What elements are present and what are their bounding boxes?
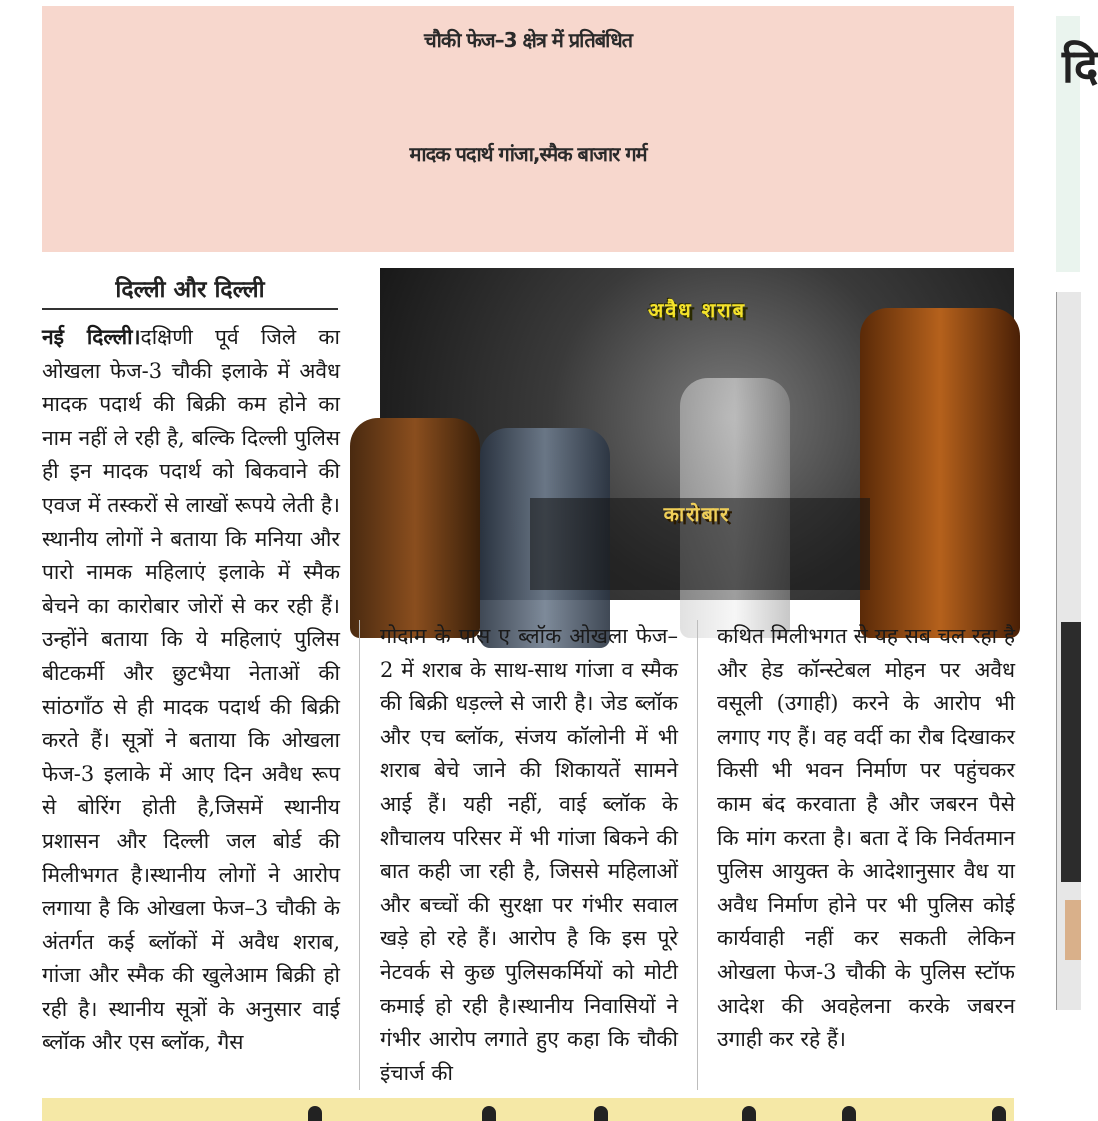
adjacent-article-glyph: दि [1062, 39, 1098, 93]
byline: दिल्ली और दिल्ली [115, 277, 265, 303]
next-headline-strip [42, 1098, 1014, 1121]
article-column-2-text: गोदाम के पास ए ब्लॉक ओखला फेज–2 में शराब के साथ-साथ गांजा व स्मैक की बिक्री धड़ल्ले से जारी है। जेड ब्लॉक और एच ब्लॉक, संजय कॉलोनी में भी शराब बेचे जाने की शिकायतें सामने आई हैं। यही नहीं, वाई ब्लॉक के शौचालय परिसर में भी गांजा बिकने की बात कही जा रही है, जिससे महिलाओं और बच्चों की सुरक्षा पर गंभीर सवाल खड़े हो रहे हैं। आरोप है कि इस पूरे नेटवर्क से कुछ पुलिसकर्मियों को मोटी कमाई हो रही है।स्थानीय निवासियों ने गंभीर आरोप लगाते हुए कहा कि चौकी इंचार्ज की [380, 624, 678, 1085]
article-column-2 [380, 620, 678, 1090]
article-column-3-text: कथित मिलीभगत से यह सब चल रहा है और हेड कॉन्स्टेबल मोहन पर अवैध वसूली (उगाही) करने के आरोप भी लगाए गए हैं। वह वर्दी का रौब दिखाकर किसी भी भवन निर्माण पर पहुंचकर काम बंद करवाता है और जबरन पैसे कि मांग करता है। बता दें कि निर्वतमान पुलिस आयुक्त के आदेशानुसार वैध या अवैध निर्माण होने पर भी पुलिस कोई कार्यवाही नहीं कर सकती लेकिन ओखला फेज-3 चौकी के पुलिस स्टॉफ आदेश की अवहेलना करके जबरन उगाही कर रहे हैं। [717, 624, 1015, 1052]
byline-rule [42, 308, 338, 310]
article-column-1-text: दक्षिणी पूर्व जिले का ओखला फेज-3 चौकी इलाके में अवैध मादक पदार्थ की बिक्री कम होने का नाम नहीं ले रही है, बल्कि दिल्ली पुलिस ही इन मादक पदार्थ को बिकवाने की एवज में तस्करों से लाखों रूपये लेती है। स्थानीय लोगों ने बताया कि मनिया और पारो नामक महिलाएं इलाके में स्मैक बेचने का कारोबार जोरों से कर रही हैं। उन्होंने बताया कि ये महिलाएं पुलिस बीटकर्मी और छुटभैया नेताओं की सांठगाँठ से ही मादक पदार्थ की बिक्री करते हैं। सूत्रों ने बताया कि ओखला फेज-3 इलाके में आए दिन अवैध रूप से बोरिंग होती है,जिसमें स्थानीय प्रशासन और दिल्ली जल बोर्ड की मिलीभगत है।स्थानीय लोगों ने आरोप लगाया है कि ओखला फेज–3 चौकी के अंतर्गत कई ब्लॉकों में अवैध शराब, गांजा और स्मैक की खुलेआम बिक्री हो रही है। स्थानीय सूत्रों के अनुसार वाई ब्लॉक और एस ब्लॉक, गैस [42, 325, 340, 1055]
photo-figure-skin [1065, 900, 1081, 960]
cropped-glyph [742, 1106, 756, 1121]
adjacent-article-strip [1056, 16, 1098, 272]
cropped-glyph [482, 1106, 496, 1121]
cropped-glyph [992, 1106, 1006, 1121]
headline-box [42, 6, 1014, 252]
headline-line-1: चौकी फेज–3 क्षेत्र में प्रतिबंधित [423, 28, 633, 52]
photo-figure-dark [1061, 622, 1081, 882]
illegal-liquor-image [380, 268, 1014, 600]
adjacent-article-photo [1056, 292, 1081, 1010]
bottle-graphic [350, 418, 480, 638]
image-subtitle: कारोबार [663, 502, 731, 526]
cropped-glyph [308, 1106, 322, 1121]
article-column-1 [42, 320, 340, 1060]
headline-line-2: मादक पदार्थ गांजा,स्मैक बाजार गर्म [409, 142, 647, 166]
cropped-glyph [594, 1106, 608, 1121]
article-column-3 [717, 620, 1015, 1057]
image-title: अवैध शराब [647, 298, 747, 322]
column-divider [697, 620, 698, 1090]
bottle-graphic [860, 308, 1020, 638]
cropped-glyph [842, 1106, 856, 1121]
column-divider [359, 620, 360, 1090]
dateline: नई दिल्ली। [42, 324, 141, 349]
